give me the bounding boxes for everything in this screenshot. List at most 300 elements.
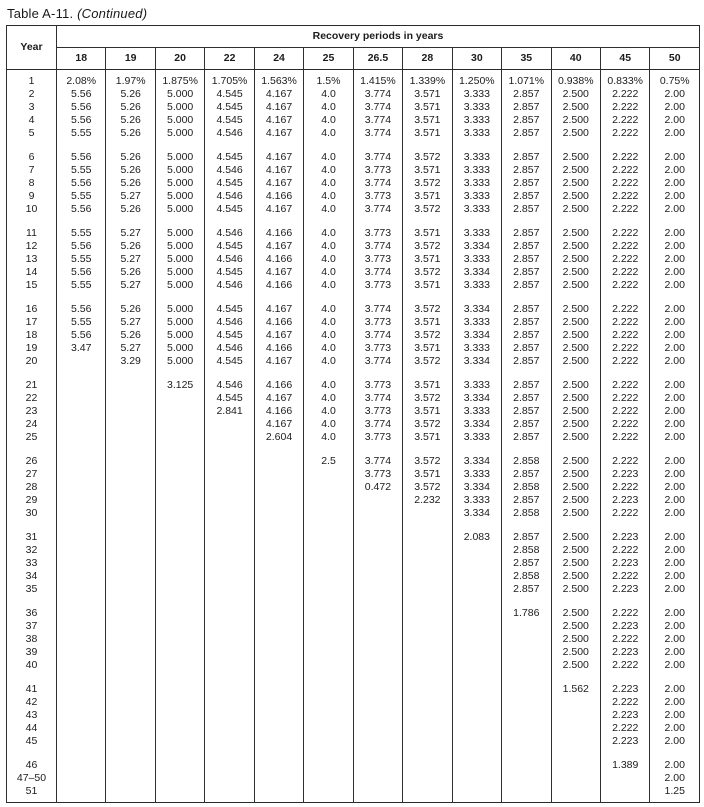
- rate-cell: 5.000: [155, 303, 204, 316]
- spacer-cell: [155, 520, 204, 531]
- rate-cell: [403, 646, 452, 659]
- rate-cell: 5.000: [155, 127, 204, 140]
- rate-cell: 3.571: [403, 114, 452, 127]
- rate-cell: 5.26: [106, 266, 155, 279]
- rate-cell: 2.00: [650, 127, 700, 140]
- spacer-cell: [304, 596, 353, 607]
- rate-cell: [403, 531, 452, 544]
- spacer-cell: [353, 798, 402, 803]
- rate-cell: 2.222: [600, 227, 649, 240]
- spacer-cell: [650, 444, 700, 455]
- rate-cell: 5.55: [57, 127, 106, 140]
- spacer-cell: [205, 748, 254, 759]
- rate-cell: [57, 507, 106, 520]
- rate-cell: 2.500: [551, 570, 600, 583]
- rate-cell: [205, 570, 254, 583]
- rate-cell: 4.545: [205, 266, 254, 279]
- rate-cell: 3.334: [452, 329, 501, 342]
- rate-cell: 3.333: [452, 164, 501, 177]
- rate-cell: 2.857: [502, 379, 551, 392]
- spacer-cell: [551, 520, 600, 531]
- rate-cell: [205, 696, 254, 709]
- rate-cell: 2.857: [502, 355, 551, 368]
- year-cell: 9: [7, 190, 57, 203]
- spacer-cell: [57, 444, 106, 455]
- rate-cell: [106, 418, 155, 431]
- spacer-cell: [403, 672, 452, 683]
- table-number-label: Table A-11.: [7, 6, 78, 21]
- rate-cell: [106, 646, 155, 659]
- rate-cell: [57, 709, 106, 722]
- rate-cell: [106, 607, 155, 620]
- table-row: [7, 227, 700, 240]
- rate-cell: 2.500: [551, 494, 600, 507]
- rate-cell: [106, 468, 155, 481]
- rate-cell: 5.56: [57, 151, 106, 164]
- spacer-cell: [254, 292, 303, 303]
- table-row: [7, 75, 700, 88]
- year-cell: 35: [7, 583, 57, 596]
- year-cell: 36: [7, 607, 57, 620]
- rate-cell: 2.500: [551, 127, 600, 140]
- rate-cell: 5.000: [155, 227, 204, 240]
- rate-cell: [403, 570, 452, 583]
- rate-cell: 2.00: [650, 114, 700, 127]
- rate-cell: 2.00: [650, 481, 700, 494]
- spacer-cell: [254, 444, 303, 455]
- rate-cell: [304, 735, 353, 748]
- spacer-cell: [452, 748, 501, 759]
- table-row: [7, 759, 700, 772]
- spacer-cell: [254, 368, 303, 379]
- spacer-cell: [155, 292, 204, 303]
- rate-cell: [155, 683, 204, 696]
- rate-cell: 0.833%: [600, 75, 649, 88]
- rate-cell: 2.00: [650, 709, 700, 722]
- rate-cell: 5.56: [57, 88, 106, 101]
- rate-cell: 3.333: [452, 203, 501, 216]
- rate-cell: 2.857: [502, 316, 551, 329]
- rate-cell: 3.571: [403, 88, 452, 101]
- rate-cell: 3.571: [403, 468, 452, 481]
- table-row: [7, 101, 700, 114]
- rate-cell: 2.223: [600, 583, 649, 596]
- rate-cell: [403, 709, 452, 722]
- rate-cell: [205, 494, 254, 507]
- table-row: [7, 570, 700, 583]
- rate-cell: [254, 696, 303, 709]
- rate-cell: [205, 431, 254, 444]
- header-row-periods: [7, 48, 700, 70]
- rate-cell: [353, 607, 402, 620]
- rate-cell: 5.27: [106, 190, 155, 203]
- rate-cell: 3.571: [403, 227, 452, 240]
- rate-cell: [353, 531, 402, 544]
- rate-cell: [551, 696, 600, 709]
- rate-cell: 3.333: [452, 468, 501, 481]
- rate-cell: 5.000: [155, 355, 204, 368]
- rate-cell: 5.000: [155, 329, 204, 342]
- rate-cell: [106, 544, 155, 557]
- spacer-cell: [452, 520, 501, 531]
- rate-cell: 4.545: [205, 177, 254, 190]
- year-column-header: Year: [7, 26, 57, 70]
- rate-cell: 3.572: [403, 329, 452, 342]
- rate-cell: 2.857: [502, 279, 551, 292]
- year-cell: 32: [7, 544, 57, 557]
- rate-cell: 4.167: [254, 177, 303, 190]
- rate-cell: [304, 722, 353, 735]
- rate-cell: 2.857: [502, 266, 551, 279]
- spacer-cell: [254, 216, 303, 227]
- rate-cell: [155, 759, 204, 772]
- table-row: [7, 405, 700, 418]
- rate-cell: 2.00: [650, 177, 700, 190]
- rate-cell: 4.545: [205, 151, 254, 164]
- spacer-cell: [551, 672, 600, 683]
- rate-cell: [600, 772, 649, 785]
- rate-cell: [452, 735, 501, 748]
- spacer-cell: [57, 520, 106, 531]
- rate-cell: 1.071%: [502, 75, 551, 88]
- table-row: [7, 177, 700, 190]
- rate-cell: [205, 455, 254, 468]
- rate-cell: 4.0: [304, 355, 353, 368]
- rate-cell: 4.546: [205, 127, 254, 140]
- year-cell: 45: [7, 735, 57, 748]
- rate-cell: 4.0: [304, 164, 353, 177]
- rate-cell: [205, 759, 254, 772]
- rate-cell: [57, 379, 106, 392]
- spacer-cell: [57, 292, 106, 303]
- page-title: [7, 6, 700, 21]
- table-row: [7, 683, 700, 696]
- rate-cell: 2.222: [600, 190, 649, 203]
- rate-cell: 5.26: [106, 240, 155, 253]
- rate-cell: [403, 557, 452, 570]
- rate-cell: 5.55: [57, 164, 106, 177]
- rate-cell: 3.334: [452, 455, 501, 468]
- rate-cell: [403, 735, 452, 748]
- period-column-header: 28: [403, 48, 452, 70]
- rate-cell: 4.545: [205, 355, 254, 368]
- table-row: [7, 418, 700, 431]
- rate-cell: 2.500: [551, 253, 600, 266]
- spacer-cell: [254, 520, 303, 531]
- year-cell: 47–50: [7, 772, 57, 785]
- rate-cell: 2.858: [502, 570, 551, 583]
- table-row: [7, 240, 700, 253]
- rate-cell: 2.500: [551, 405, 600, 418]
- rate-cell: 2.500: [551, 164, 600, 177]
- rate-cell: [551, 709, 600, 722]
- rate-cell: [403, 544, 452, 557]
- rate-cell: 2.500: [551, 418, 600, 431]
- rate-cell: 5.26: [106, 303, 155, 316]
- rate-cell: [254, 531, 303, 544]
- rate-cell: [155, 531, 204, 544]
- table-row: [7, 316, 700, 329]
- spacer-cell: [452, 444, 501, 455]
- rate-cell: [57, 759, 106, 772]
- rate-cell: [304, 570, 353, 583]
- rate-cell: 2.00: [650, 88, 700, 101]
- spacer-cell: [353, 140, 402, 151]
- rate-cell: 4.546: [205, 253, 254, 266]
- rate-cell: 3.774: [353, 101, 402, 114]
- rate-cell: 2.222: [600, 355, 649, 368]
- spacer-cell: [304, 140, 353, 151]
- rate-cell: [106, 392, 155, 405]
- table-row: [7, 455, 700, 468]
- rate-cell: [57, 659, 106, 672]
- rate-cell: 2.222: [600, 659, 649, 672]
- spacer-cell: [304, 368, 353, 379]
- spacer-cell: [403, 444, 452, 455]
- rate-cell: [57, 583, 106, 596]
- rate-cell: 2.500: [551, 544, 600, 557]
- rate-cell: 2.00: [650, 494, 700, 507]
- spacer-cell: [205, 520, 254, 531]
- rate-cell: 2.00: [650, 418, 700, 431]
- rate-cell: [205, 481, 254, 494]
- rate-cell: 5.27: [106, 253, 155, 266]
- spacer-cell: [650, 672, 700, 683]
- rate-cell: 2.857: [502, 431, 551, 444]
- rate-cell: [155, 392, 204, 405]
- rate-cell: 3.773: [353, 164, 402, 177]
- rate-cell: 3.774: [353, 355, 402, 368]
- period-column-header: 24: [254, 48, 303, 70]
- spacer-cell: [403, 520, 452, 531]
- rate-cell: [254, 772, 303, 785]
- rate-cell: 4.0: [304, 431, 353, 444]
- rate-cell: 5.56: [57, 101, 106, 114]
- period-column-header: 50: [650, 48, 700, 70]
- year-cell: 25: [7, 431, 57, 444]
- rate-cell: 2.223: [600, 646, 649, 659]
- rate-cell: 2.223: [600, 531, 649, 544]
- table-row: [7, 303, 700, 316]
- spacer-cell: [155, 748, 204, 759]
- rate-cell: [155, 646, 204, 659]
- rate-cell: [155, 544, 204, 557]
- rate-cell: 4.0: [304, 266, 353, 279]
- spacer-cell: [502, 368, 551, 379]
- rate-cell: 3.773: [353, 468, 402, 481]
- rate-cell: [57, 633, 106, 646]
- rate-cell: [155, 709, 204, 722]
- rate-cell: 1.562: [551, 683, 600, 696]
- spacer-cell: [600, 672, 649, 683]
- rate-cell: 2.00: [650, 203, 700, 216]
- rate-cell: 3.572: [403, 151, 452, 164]
- rate-cell: 4.167: [254, 392, 303, 405]
- spacer-cell: [502, 798, 551, 803]
- spacer-cell: [403, 292, 452, 303]
- spacer-cell: [205, 292, 254, 303]
- rate-cell: [106, 405, 155, 418]
- rate-cell: [254, 722, 303, 735]
- rate-cell: [452, 772, 501, 785]
- rate-cell: 2.857: [502, 531, 551, 544]
- rate-cell: [57, 392, 106, 405]
- spacer-cell: [353, 672, 402, 683]
- rate-cell: [353, 570, 402, 583]
- rate-cell: [57, 722, 106, 735]
- rate-cell: 2.222: [600, 633, 649, 646]
- rate-cell: 2.222: [600, 127, 649, 140]
- spacer-cell: [502, 444, 551, 455]
- rate-cell: [106, 557, 155, 570]
- rate-cell: 4.0: [304, 379, 353, 392]
- year-cell: 33: [7, 557, 57, 570]
- rate-cell: [205, 418, 254, 431]
- spacer-cell: [57, 672, 106, 683]
- rate-cell: [106, 785, 155, 798]
- rate-cell: [205, 735, 254, 748]
- rate-cell: [106, 696, 155, 709]
- rate-cell: 4.167: [254, 355, 303, 368]
- rate-cell: 3.334: [452, 507, 501, 520]
- rate-cell: 2.222: [600, 151, 649, 164]
- rate-cell: [403, 607, 452, 620]
- spacer-cell: [106, 520, 155, 531]
- spacer-cell: [155, 798, 204, 803]
- rate-cell: 5.56: [57, 177, 106, 190]
- rate-cell: [205, 531, 254, 544]
- rate-cell: 3.572: [403, 418, 452, 431]
- rate-cell: [353, 646, 402, 659]
- rate-cell: [304, 531, 353, 544]
- rate-cell: 3.571: [403, 253, 452, 266]
- rate-cell: 3.572: [403, 303, 452, 316]
- rate-cell: 2.500: [551, 151, 600, 164]
- spacer-cell: [452, 292, 501, 303]
- spacer-cell: [502, 672, 551, 683]
- rate-cell: [452, 633, 501, 646]
- rate-cell: 4.0: [304, 127, 353, 140]
- rate-cell: 2.500: [551, 114, 600, 127]
- rate-cell: 2.841: [205, 405, 254, 418]
- rate-cell: 3.571: [403, 127, 452, 140]
- rate-cell: [205, 607, 254, 620]
- rate-cell: 4.167: [254, 266, 303, 279]
- rate-cell: [502, 683, 551, 696]
- rate-cell: 3.333: [452, 405, 501, 418]
- rate-cell: [254, 646, 303, 659]
- rate-cell: 2.857: [502, 190, 551, 203]
- spacer-cell: [551, 596, 600, 607]
- rate-cell: 2.500: [551, 659, 600, 672]
- spacer-cell: [551, 748, 600, 759]
- rate-cell: 4.166: [254, 253, 303, 266]
- rate-cell: 2.857: [502, 127, 551, 140]
- rate-cell: [403, 659, 452, 672]
- spacer-cell: [353, 444, 402, 455]
- rate-cell: 1.875%: [155, 75, 204, 88]
- spacer-cell: [7, 368, 57, 379]
- rate-cell: [502, 620, 551, 633]
- spacer-cell: [551, 798, 600, 803]
- rate-cell: 3.333: [452, 88, 501, 101]
- rate-cell: [502, 722, 551, 735]
- year-cell: 41: [7, 683, 57, 696]
- rate-cell: 2.00: [650, 101, 700, 114]
- year-cell: 15: [7, 279, 57, 292]
- rate-cell: 4.546: [205, 342, 254, 355]
- recovery-periods-header: Recovery periods in years: [57, 26, 700, 48]
- table-row: [7, 696, 700, 709]
- rate-cell: 5.000: [155, 253, 204, 266]
- rate-cell: [551, 772, 600, 785]
- rate-cell: [106, 620, 155, 633]
- spacer-cell: [403, 596, 452, 607]
- spacer-cell: [502, 292, 551, 303]
- rate-cell: 3.333: [452, 151, 501, 164]
- rate-cell: 4.545: [205, 240, 254, 253]
- rate-cell: 3.333: [452, 127, 501, 140]
- spacer-cell: [155, 444, 204, 455]
- rate-cell: [403, 620, 452, 633]
- year-cell: 13: [7, 253, 57, 266]
- rate-cell: [57, 405, 106, 418]
- rate-cell: [254, 607, 303, 620]
- rate-cell: 1.705%: [205, 75, 254, 88]
- rate-cell: 5.000: [155, 203, 204, 216]
- rate-cell: 5.56: [57, 303, 106, 316]
- rate-cell: 3.571: [403, 279, 452, 292]
- rate-cell: 5.56: [57, 203, 106, 216]
- period-column-header: 45: [600, 48, 649, 70]
- spacer-cell: [7, 292, 57, 303]
- rate-cell: [403, 507, 452, 520]
- rate-cell: [551, 759, 600, 772]
- rate-cell: 3.334: [452, 303, 501, 316]
- rate-cell: 3.773: [353, 316, 402, 329]
- rate-cell: 2.500: [551, 392, 600, 405]
- rate-cell: [502, 633, 551, 646]
- rate-cell: 4.0: [304, 227, 353, 240]
- rate-cell: 3.774: [353, 127, 402, 140]
- rate-cell: 0.938%: [551, 75, 600, 88]
- rate-cell: [254, 785, 303, 798]
- table-row: [7, 722, 700, 735]
- rate-cell: 2.500: [551, 455, 600, 468]
- spacer-cell: [155, 368, 204, 379]
- spacer-cell: [106, 140, 155, 151]
- rate-cell: 3.774: [353, 114, 402, 127]
- rate-cell: 2.858: [502, 455, 551, 468]
- rate-cell: 2.857: [502, 151, 551, 164]
- year-cell: 37: [7, 620, 57, 633]
- rate-cell: [106, 772, 155, 785]
- rate-cell: [205, 683, 254, 696]
- rate-cell: 4.545: [205, 114, 254, 127]
- rate-cell: [304, 481, 353, 494]
- rate-cell: [452, 709, 501, 722]
- year-cell: 40: [7, 659, 57, 672]
- spacer-cell: [106, 672, 155, 683]
- rate-cell: 2.222: [600, 342, 649, 355]
- rate-cell: [304, 696, 353, 709]
- rate-cell: 5.55: [57, 316, 106, 329]
- rate-cell: 4.546: [205, 227, 254, 240]
- spacer-cell: [600, 292, 649, 303]
- year-cell: 46: [7, 759, 57, 772]
- rate-cell: 2.500: [551, 240, 600, 253]
- rate-cell: 5.26: [106, 88, 155, 101]
